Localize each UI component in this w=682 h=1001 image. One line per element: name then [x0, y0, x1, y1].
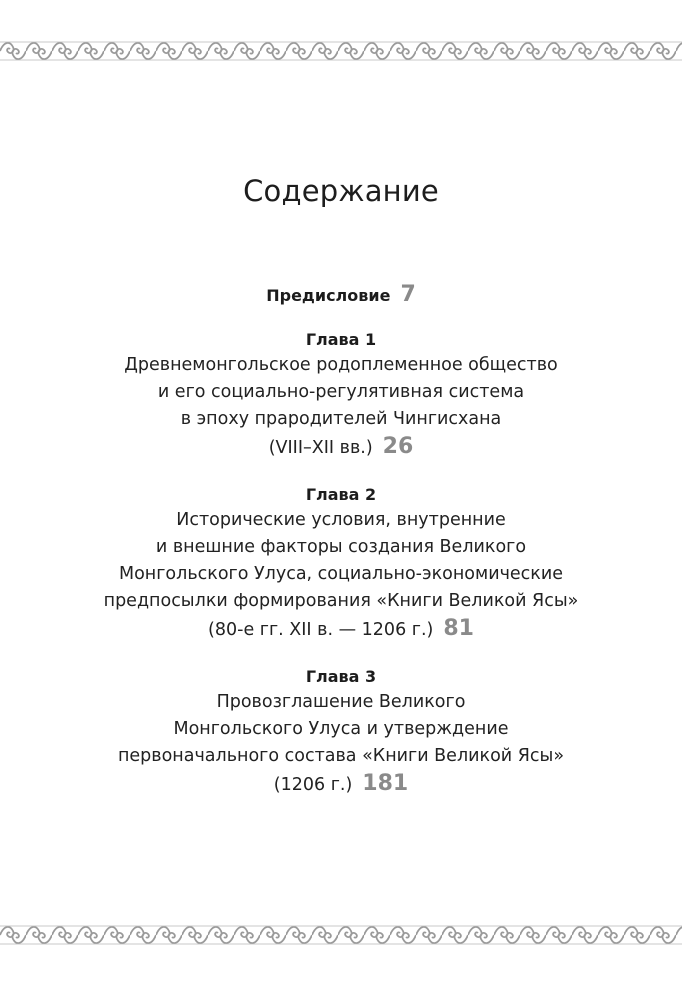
- toc-entry-chapter-3: [0, 664, 682, 799]
- chapter-title-line-last: [0, 770, 682, 799]
- toc-entry-chapter-2: [0, 482, 682, 644]
- chapter-title-line-last: [0, 615, 682, 644]
- table-of-contents: [0, 278, 682, 799]
- chapter-title-line: Древнемонгольское родоплеменное общество: [124, 355, 558, 375]
- top-ornament-border: [0, 38, 682, 64]
- chapter-heading: Глава 1: [305, 330, 377, 349]
- chapter-title-line: и его социально-регулятивная система: [157, 382, 525, 402]
- chapter-title-line: Провозглашение Великого: [216, 692, 466, 712]
- toc-entry-chapter-1: [0, 327, 682, 462]
- chapter-title-line: Монгольского Улуса, социально-экономические: [118, 564, 564, 584]
- chapter-title-text: (VIII–XII вв.): [268, 438, 373, 458]
- chapter-title-line: и внешние факторы создания Великого: [155, 537, 527, 557]
- bottom-ornament-border: [0, 922, 682, 948]
- chapter-title-line: первоначального состава «Книги Великой Ясы»: [117, 746, 565, 766]
- chapter-heading: Глава 2: [305, 485, 377, 504]
- chapter-title-line: Исторические условия, внутренние: [176, 510, 506, 530]
- chapter-page-number: 181: [362, 771, 409, 796]
- chapter-title-line: предпосылки формирования «Книги Великой Ясы»: [103, 591, 579, 611]
- toc-entry-preface: [0, 278, 682, 313]
- preface-page-number: 7: [400, 282, 416, 307]
- chapter-title-text: (80-е гг. XII в. — 1206 г.): [208, 620, 434, 640]
- preface-line: [0, 278, 682, 313]
- page-title: Содержание: [243, 174, 439, 208]
- chapter-page-number: 81: [443, 616, 474, 641]
- chapter-title-line: в эпоху прародителей Чингисхана: [180, 409, 502, 429]
- preface-label: Предисловие: [266, 286, 391, 305]
- chapter-heading: Глава 3: [305, 667, 377, 686]
- chapter-title-line: Монгольского Улуса и утверждение: [173, 719, 509, 739]
- chapter-title-text: (1206 г.): [273, 775, 353, 795]
- chapter-title-line-last: [0, 433, 682, 462]
- chapter-page-number: 26: [382, 434, 414, 459]
